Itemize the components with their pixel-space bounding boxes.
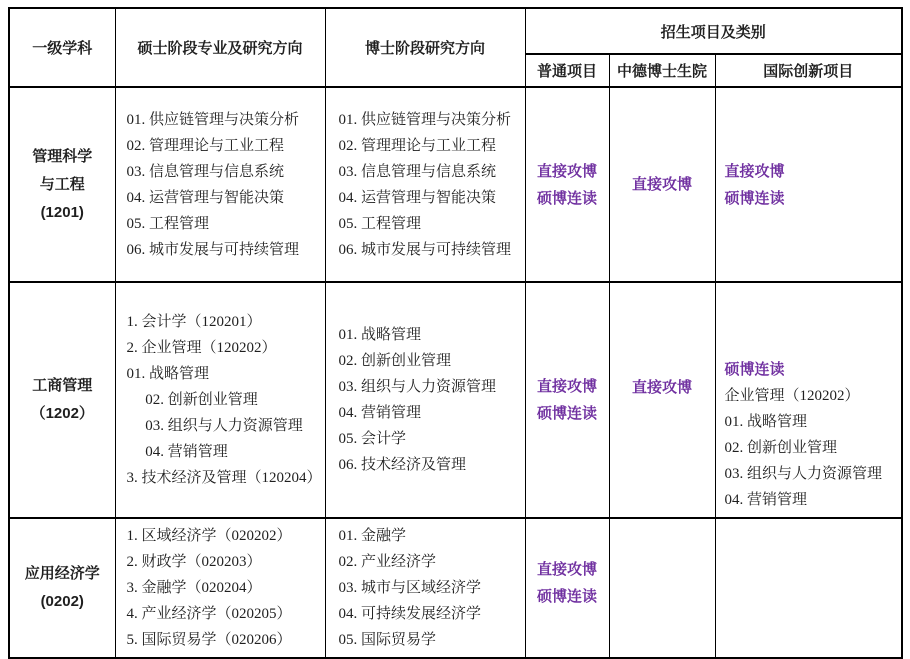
col-header-master-directions: 硕士阶段专业及研究方向 (115, 8, 325, 87)
direction-item: 03. 信息管理与信息系统 (126, 163, 285, 180)
direction-item: 05. 工程管理 (126, 215, 210, 232)
direction-item: 03. 城市与区域经济学 (338, 580, 482, 596)
discipline-line: 工商管理 (32, 377, 93, 394)
program-label: 硕博连读 (724, 189, 785, 207)
direction-item: 04. 运营管理与智能决策 (338, 189, 497, 206)
regular-program-cell (525, 282, 609, 518)
doctor-directions-cell (325, 282, 525, 518)
doctor-direction-list (339, 523, 521, 653)
master-direction-list (127, 107, 321, 263)
admissions-table (8, 7, 903, 659)
sino-german-cell (609, 282, 715, 518)
master-directions-cell (115, 518, 325, 658)
col-header-sino-german-school: 中德博士生院 (609, 54, 715, 87)
direction-item: 01. 供应链管理与决策分析 (126, 111, 300, 128)
regular-program-list (526, 373, 609, 427)
regular-program-list (526, 556, 609, 610)
direction-item: 01. 战略管理 (126, 366, 210, 382)
direction-item: 1. 区域经济学（020202） (126, 528, 292, 544)
header-row-top (9, 8, 902, 54)
discipline-cell (9, 282, 115, 518)
direction-item: 04. 营销管理 (338, 405, 422, 421)
international-program-cell (715, 282, 902, 518)
direction-item: 2. 财政学（020203） (126, 554, 262, 570)
discipline-name (10, 372, 115, 428)
direction-item: 3. 技术经济及管理（120204） (126, 470, 322, 486)
sino-german-cell (609, 87, 715, 282)
direction-item: 5. 国际贸易学（020206） (126, 632, 292, 648)
program-label: 硕博连读 (536, 405, 597, 422)
discipline-name (10, 560, 115, 616)
direction-item: 04. 营销管理 (724, 492, 808, 508)
discipline-line: 应用经济学 (24, 565, 100, 582)
discipline-line: (0202) (40, 593, 84, 610)
direction-item: 03. 信息管理与信息系统 (338, 163, 497, 180)
direction-item: 06. 技术经济及管理 (338, 457, 467, 473)
program-label: 硕博连读 (536, 189, 597, 207)
discipline-line: (1201) (40, 203, 84, 221)
direction-item: 03. 组织与人力资源管理 (724, 466, 883, 482)
program-label: 直接攻博 (536, 162, 597, 180)
international-direction-list (725, 383, 902, 513)
program-label: 直接攻博 (536, 561, 597, 578)
direction-item: 06. 城市发展与可持续管理 (126, 241, 300, 258)
discipline-line: 管理科学 (32, 147, 93, 165)
col-header-programs-group: 招生项目及类别 (525, 8, 902, 54)
table-row-applied-economics (9, 518, 902, 658)
direction-item: 1. 会计学（120201） (126, 314, 262, 330)
master-direction-list (127, 523, 321, 653)
master-directions-cell (115, 87, 325, 282)
direction-item: 01. 战略管理 (338, 327, 422, 343)
discipline-line: 与工程 (39, 175, 85, 193)
international-program-cell (715, 518, 902, 658)
international-program-list (725, 356, 902, 383)
international-program-list (725, 158, 902, 212)
discipline-cell (9, 518, 115, 658)
direction-item: 05. 会计学 (338, 431, 407, 447)
direction-item: 06. 城市发展与可持续管理 (338, 241, 512, 258)
sino-german-cell (609, 518, 715, 658)
discipline-line: （1202） (30, 405, 94, 422)
direction-item: 02. 管理理论与工业工程 (126, 137, 285, 154)
sino-german-program-list (610, 374, 715, 401)
program-label: 硕博连读 (536, 588, 597, 605)
sino-german-program-list (610, 171, 715, 198)
program-label: 直接攻博 (631, 176, 692, 193)
program-label: 直接攻博 (724, 162, 785, 180)
direction-item: 02. 管理理论与工业工程 (338, 137, 497, 154)
direction-item: 3. 金融学（020204） (126, 580, 262, 596)
doctor-directions-cell (325, 518, 525, 658)
doctor-directions-cell (325, 87, 525, 282)
direction-item: 01. 供应链管理与决策分析 (338, 111, 512, 128)
direction-item: 04. 营销管理 (126, 444, 228, 460)
direction-item: 03. 组织与人力资源管理 (338, 379, 497, 395)
doctor-direction-list (339, 107, 521, 263)
program-label: 硕博连读 (724, 361, 785, 378)
direction-item: 02. 创新创业管理 (126, 392, 258, 408)
regular-program-cell (525, 87, 609, 282)
direction-item: 01. 金融学 (338, 528, 407, 544)
direction-item: 03. 组织与人力资源管理 (126, 418, 303, 434)
table-row-management-science (9, 87, 902, 282)
col-header-doctor-directions: 博士阶段研究方向 (325, 8, 525, 87)
table-row-business-administration (9, 282, 902, 518)
master-directions-cell (115, 282, 325, 518)
direction-item: 02. 创新创业管理 (338, 353, 452, 369)
direction-item: 05. 工程管理 (338, 215, 422, 232)
direction-item: 05. 国际贸易学 (338, 632, 437, 648)
col-header-international-program: 国际创新项目 (715, 54, 902, 87)
col-header-regular-program: 普通项目 (525, 54, 609, 87)
regular-program-cell (525, 518, 609, 658)
direction-item: 01. 战略管理 (724, 414, 808, 430)
direction-item: 04. 可持续发展经济学 (338, 606, 482, 622)
program-label: 直接攻博 (631, 378, 692, 396)
direction-item: 02. 产业经济学 (338, 554, 437, 570)
col-header-discipline: 一级学科 (9, 8, 115, 87)
discipline-name (10, 143, 115, 227)
regular-program-list (526, 158, 609, 212)
direction-item: 2. 企业管理（120202） (126, 340, 277, 356)
program-label: 直接攻博 (536, 378, 597, 395)
direction-item: 4. 产业经济学（020205） (126, 606, 292, 622)
discipline-cell (9, 87, 115, 282)
direction-item: 02. 创新创业管理 (724, 440, 838, 456)
direction-item: 企业管理（120202） (724, 388, 860, 404)
direction-item: 04. 运营管理与智能决策 (126, 189, 285, 206)
international-program-cell (715, 87, 902, 282)
master-direction-list (127, 309, 321, 491)
doctor-direction-list (339, 322, 521, 478)
